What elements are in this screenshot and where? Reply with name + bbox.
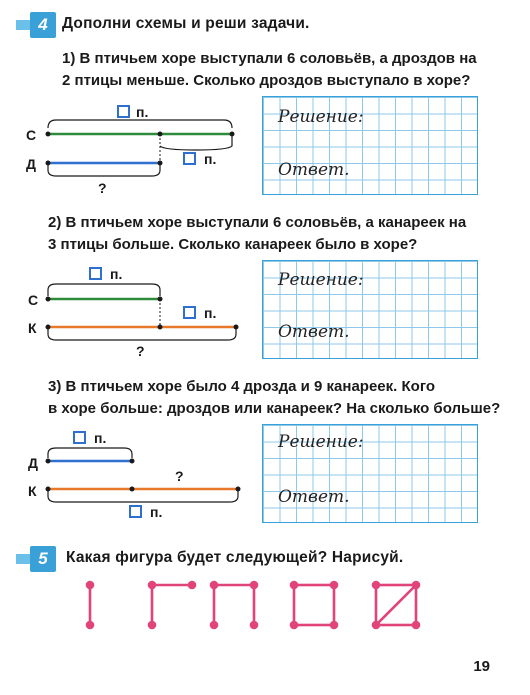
- segment-point: [130, 459, 135, 464]
- segment-point: [158, 161, 163, 166]
- segment-point: [46, 297, 51, 302]
- segment-point: [236, 487, 241, 492]
- question-mark: ?: [136, 343, 145, 359]
- figure-4: [291, 582, 337, 628]
- unit-label: п.: [204, 305, 217, 321]
- unit-box[interactable]: [118, 106, 129, 117]
- solution-label-2: Решение:: [278, 270, 364, 290]
- exercise-number: 4: [30, 12, 56, 38]
- top-brace: [48, 448, 132, 458]
- top-brace: [48, 120, 232, 128]
- row-label-bottom: К: [28, 483, 37, 499]
- row-label-top: Д: [28, 455, 38, 471]
- task-1-line-2: 2 птицы меньше. Сколько дроздов выступало в хоре?: [62, 72, 471, 89]
- unit-label: п.: [136, 104, 149, 120]
- diagram-3: [28, 430, 241, 520]
- task-3-line-2: в хоре больше: дроздов или канареек? На сколько больше?: [48, 400, 501, 417]
- figure-5: [373, 582, 419, 628]
- answer-label-2: Ответ.: [278, 322, 350, 342]
- exercise-5-badge: [14, 546, 62, 576]
- segment-point: [46, 459, 51, 464]
- row-label-top: С: [26, 127, 37, 143]
- bottom-brace: [48, 165, 160, 176]
- bottom-brace: [48, 491, 238, 502]
- segment-point: [234, 325, 239, 330]
- figure-2: [149, 582, 195, 628]
- unit-box[interactable]: [90, 268, 101, 279]
- segment-point: [130, 487, 135, 492]
- task-1-line-1: 1) В птичьем хоре выступали 6 соловьёв, а дроздов на: [62, 50, 477, 67]
- unit-label: п.: [94, 430, 107, 446]
- top-brace: [48, 284, 160, 296]
- diff-brace: [160, 136, 232, 150]
- segment-point: [46, 132, 51, 137]
- segment-point: [46, 161, 51, 166]
- question-mark: ?: [175, 468, 184, 484]
- answer-label-3: Ответ.: [278, 487, 350, 507]
- segment-point: [46, 325, 51, 330]
- row-label-bottom: Д: [26, 156, 36, 172]
- figure-sequence: [87, 582, 419, 628]
- exercise-5-title: Какая фигура будет следующей? Нарисуй.: [66, 549, 404, 566]
- unit-box[interactable]: [130, 506, 141, 517]
- solution-label-3: Решение:: [278, 432, 364, 452]
- diagram-2: [28, 266, 239, 359]
- task-2-line-2: 3 птицы больше. Сколько канареек было в хоре?: [48, 236, 418, 253]
- answer-label-1: Ответ.: [278, 160, 350, 180]
- question-mark: ?: [98, 180, 107, 196]
- unit-label: п.: [150, 504, 163, 520]
- figure-3: [211, 582, 257, 628]
- unit-box[interactable]: [184, 153, 195, 164]
- diagram-1: [26, 104, 235, 196]
- solution-label-1: Решение:: [278, 107, 364, 127]
- task-3-line-1: 3) В птичьем хоре было 4 дрозда и 9 канареек. Кого: [48, 378, 436, 395]
- figure-1: [87, 582, 93, 628]
- bottom-brace: [48, 329, 236, 340]
- exercise-4-title: Дополни схемы и реши задачи.: [62, 15, 310, 32]
- unit-box[interactable]: [184, 307, 195, 318]
- segment-point: [230, 132, 235, 137]
- row-label-top: С: [28, 292, 39, 308]
- unit-label: п.: [110, 266, 123, 282]
- exercise-number: 5: [30, 546, 56, 572]
- page-number: 19: [473, 658, 490, 675]
- row-label-bottom: К: [28, 320, 37, 336]
- segment-point: [46, 487, 51, 492]
- unit-label: п.: [204, 151, 217, 167]
- task-2-line-1: 2) В птичьем хоре выступали 6 соловьёв, а канареек на: [48, 214, 467, 231]
- unit-box[interactable]: [74, 432, 85, 443]
- segment-point: [158, 325, 163, 330]
